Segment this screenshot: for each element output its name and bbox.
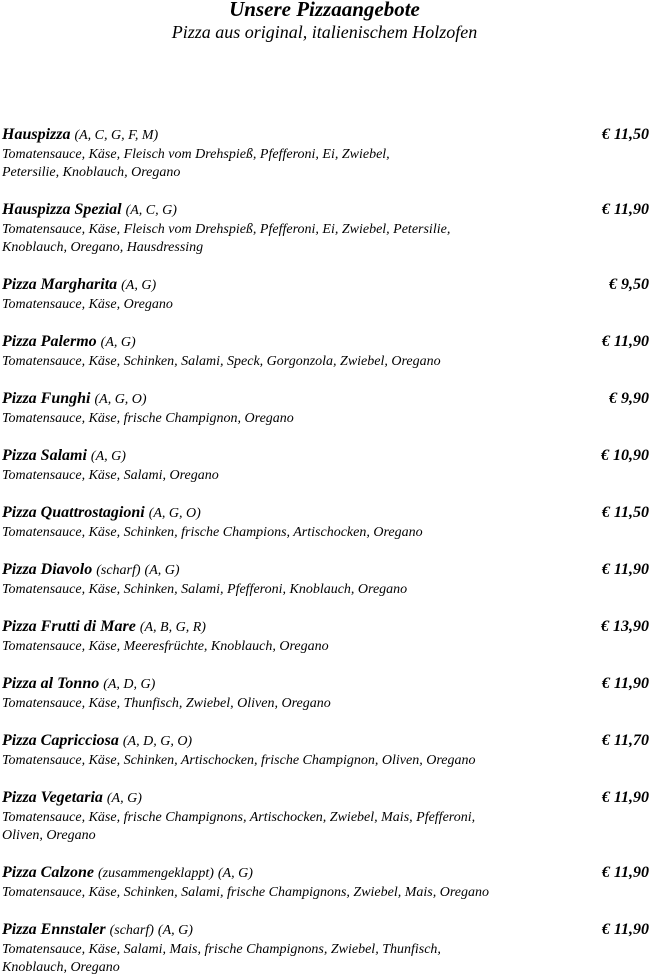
- menu-item-heading: [2, 920, 649, 939]
- menu-item: [2, 920, 649, 977]
- menu-item-heading: [2, 200, 649, 219]
- menu-item: [2, 200, 649, 257]
- menu-item-allergens: (A, C, G): [125, 203, 177, 218]
- menu-item-heading: [2, 389, 649, 408]
- menu-item-price: € 11,90: [601, 864, 649, 881]
- menu-item-price: € 11,90: [601, 921, 649, 938]
- menu-item: [2, 275, 649, 314]
- description-line: Tomatensauce, Käse, Salami, Oregano: [2, 468, 219, 483]
- menu-item-description: [2, 410, 562, 428]
- menu-item-heading: [2, 731, 649, 750]
- menu-item-allergens: (A, G): [100, 335, 136, 350]
- menu-header: [0, 0, 649, 43]
- description-line: Knoblauch, Oregano: [2, 960, 120, 975]
- menu-item-heading: [2, 503, 649, 522]
- menu-item-allergens: (A, B, G, R): [139, 620, 206, 635]
- menu-item-name: Pizza Frutti di Mare: [2, 618, 136, 635]
- menu-item-description: [2, 296, 562, 314]
- menu-item-price: € 11,90: [601, 675, 649, 692]
- menu-item-allergens: (A, G): [106, 791, 142, 806]
- menu-item: [2, 731, 649, 770]
- menu-item-price: € 11,90: [601, 561, 649, 578]
- description-line: Tomatensauce, Käse, Schinken, Salami, Speck, Gorgonzola, Zwiebel, Oregano: [2, 354, 441, 369]
- menu-item-price: € 11,70: [601, 732, 649, 749]
- menu-item-name: Pizza Vegetaria: [2, 789, 103, 806]
- menu-item-name: Pizza Quattrostagioni: [2, 504, 145, 521]
- menu-item-allergens: (A, G): [144, 563, 180, 578]
- menu-item-price: € 13,90: [601, 618, 649, 635]
- menu-item-description: [2, 353, 562, 371]
- menu-item-price: € 9,90: [609, 390, 649, 407]
- description-line: Oliven, Oregano: [2, 828, 96, 843]
- description-line: Tomatensauce, Käse, Schinken, Artischocken, frische Champignon, Oliven, Oregano: [2, 753, 476, 768]
- menu-item-name: Pizza Margharita: [2, 276, 118, 293]
- menu-item-description: [2, 638, 562, 656]
- description-line: Knoblauch, Oregano, Hausdressing: [2, 240, 204, 255]
- menu-item: [2, 446, 649, 485]
- menu-item-name: Pizza Capricciosa: [2, 732, 119, 749]
- description-line: Tomatensauce, Käse, Oregano: [2, 297, 173, 312]
- menu-item-heading: [2, 275, 649, 294]
- menu-item-heading: [2, 332, 649, 351]
- menu-item-allergens: (A, C, G, F, M): [74, 128, 159, 143]
- menu-item-allergens: (A, G, O): [94, 392, 147, 407]
- menu-item-heading: [2, 674, 649, 693]
- menu-item-name: Pizza Salami: [2, 447, 87, 464]
- menu-item: [2, 788, 649, 845]
- menu-item-price: € 10,90: [601, 447, 649, 464]
- menu-item-heading: [2, 125, 649, 144]
- menu-item-name: Pizza Calzone: [2, 864, 95, 881]
- menu-item-allergens: (A, D, G, O): [122, 734, 193, 749]
- page-title: Unsere Pizzaangebote: [229, 0, 420, 21]
- description-line: Tomatensauce, Käse, Salami, Mais, frische Champignons, Zwiebel, Thunfisch,: [2, 942, 441, 957]
- description-line: Tomatensauce, Käse, Thunfisch, Zwiebel, Oliven, Oregano: [2, 696, 331, 711]
- menu-item-description: [2, 146, 562, 182]
- menu-item-description: [2, 884, 562, 902]
- menu-item-name: Pizza Palermo: [2, 333, 97, 350]
- menu-item-name: Pizza al Tonno: [2, 675, 100, 692]
- menu-item-name: Hauspizza: [2, 126, 71, 143]
- menu-item: [2, 560, 649, 599]
- menu-item-description: [2, 752, 562, 770]
- menu-item-heading: [2, 560, 649, 579]
- menu-item-allergens: (A, G, O): [148, 506, 201, 521]
- menu-item-name: Pizza Funghi: [2, 390, 91, 407]
- menu-item-heading: [2, 617, 649, 636]
- menu-item: [2, 503, 649, 542]
- description-line: Petersilie, Knoblauch, Oregano: [2, 165, 181, 180]
- menu-item-allergens: (A, D, G): [103, 677, 156, 692]
- menu-item-allergens: (A, G): [90, 449, 126, 464]
- menu-item: [2, 332, 649, 371]
- menu-item-description: [2, 809, 562, 845]
- menu-item-description: [2, 695, 562, 713]
- menu-item-price: € 11,90: [601, 333, 649, 350]
- menu-item-name: Hauspizza Spezial: [2, 201, 122, 218]
- menu-item-note: (scharf): [109, 923, 154, 938]
- menu-item-description: [2, 221, 562, 257]
- menu-item-price: € 11,90: [601, 789, 649, 806]
- description-line: Tomatensauce, Käse, Meeresfrüchte, Knoblauch, Oregano: [2, 639, 329, 654]
- menu-item-name: Pizza Ennstaler: [2, 921, 106, 938]
- menu-item-heading: [2, 788, 649, 807]
- menu-item: [2, 125, 649, 182]
- menu-item-price: € 11,50: [601, 126, 649, 143]
- description-line: Tomatensauce, Käse, Fleisch vom Drehspieß, Pfefferoni, Ei, Zwiebel,: [2, 147, 390, 162]
- menu-item-allergens: (A, G): [157, 923, 193, 938]
- menu-item-description: [2, 524, 562, 542]
- menu-item-description: [2, 941, 562, 977]
- description-line: Tomatensauce, Käse, frische Champignons, Artischocken, Zwiebel, Mais, Pfefferoni,: [2, 810, 476, 825]
- menu-item: [2, 617, 649, 656]
- page-subtitle: Pizza aus original, italienischem Holzofen: [171, 22, 478, 42]
- menu-item-heading: [2, 863, 649, 882]
- description-line: Tomatensauce, Käse, Schinken, Salami, Pfefferoni, Knoblauch, Oregano: [2, 582, 408, 597]
- menu-item-allergens: (A, G): [217, 866, 253, 881]
- menu-item: [2, 863, 649, 902]
- description-line: Tomatensauce, Käse, Schinken, Salami, frische Champignons, Zwiebel, Mais, Oregano: [2, 885, 489, 900]
- menu-item-description: [2, 467, 562, 485]
- description-line: Tomatensauce, Käse, frische Champignon, Oregano: [2, 411, 294, 426]
- menu-item-heading: [2, 446, 649, 465]
- menu-item-description: [2, 581, 562, 599]
- description-line: Tomatensauce, Käse, Schinken, frische Champions, Artischocken, Oregano: [2, 525, 423, 540]
- menu-item-price: € 11,90: [601, 201, 649, 218]
- menu-item-note: (zusammengeklappt): [98, 866, 214, 881]
- description-line: Tomatensauce, Käse, Fleisch vom Drehspieß, Pfefferoni, Ei, Zwiebel, Petersilie,: [2, 222, 451, 237]
- menu-item-price: € 11,50: [601, 504, 649, 521]
- menu-item: [2, 674, 649, 713]
- menu-item: [2, 389, 649, 428]
- menu-item-name: Pizza Diavolo: [2, 561, 93, 578]
- menu-item-price: € 9,50: [609, 276, 649, 293]
- menu-item-allergens: (A, G): [121, 278, 157, 293]
- menu-item-note: (scharf): [96, 563, 141, 578]
